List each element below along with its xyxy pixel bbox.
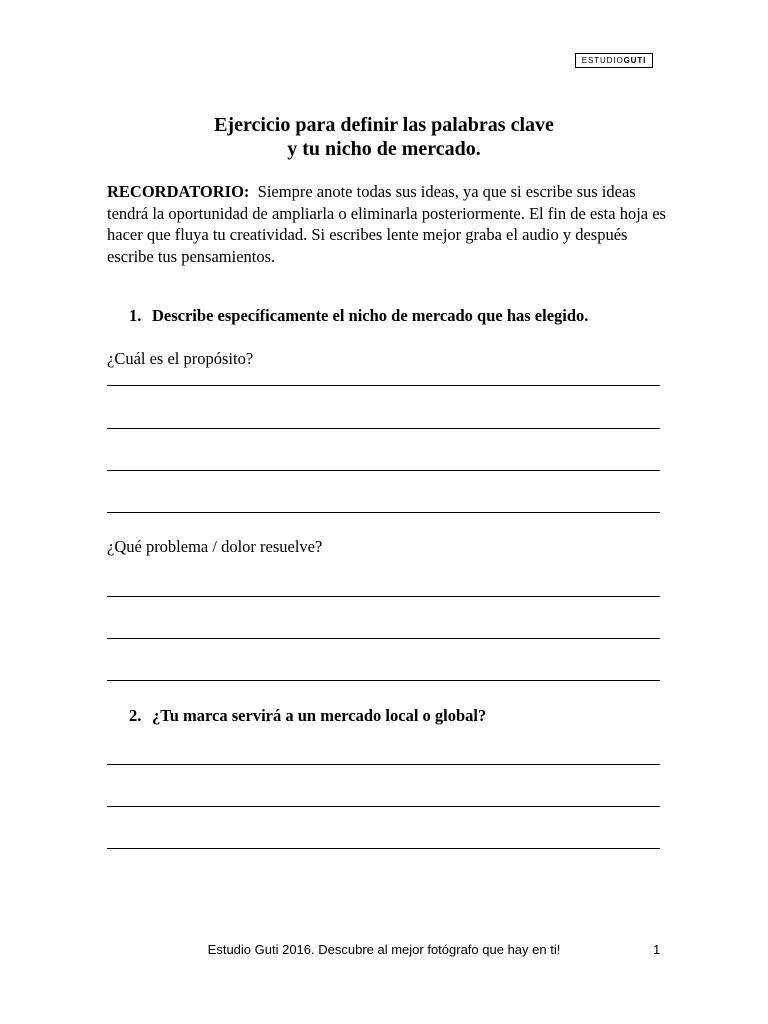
answer-line[interactable] [107,764,660,765]
prompt-purpose: ¿Cuál es el propósito? [107,349,254,368]
reminder-paragraph [107,181,667,267]
reminder-label: RECORDATORIO: [107,182,250,201]
answer-line[interactable] [107,385,660,386]
answer-line[interactable] [107,428,660,429]
footer-text: Estudio Guti 2016. Descubre al mejor fotógrafo que hay en ti! [207,942,561,957]
logo-text-bold: GUTI [623,56,647,65]
question-2 [129,706,486,726]
question-2-text: ¿Tu marca servirá a un mercado local o global? [152,706,487,725]
answer-line[interactable] [107,680,660,681]
answer-line[interactable] [107,470,660,471]
answer-line[interactable] [107,638,660,639]
prompt-problem: ¿Qué problema / dolor resuelve? [107,537,323,556]
answer-line[interactable] [107,512,660,513]
page-title-line-2: y tu nicho de mercado. [287,138,481,160]
answer-line[interactable] [107,806,660,807]
page-number: 1 [653,942,661,957]
answer-line[interactable] [107,596,660,597]
studio-logo [575,53,653,68]
page-title-line-1: Ejercicio para definir las palabras clave [214,114,554,136]
question-1-text: Describe específicamente el nicho de mercado que has elegido. [152,306,589,325]
question-2-number: 2. [129,706,142,725]
logo-text-light: ESTUDIO [581,56,624,65]
question-1 [129,306,588,326]
question-1-number: 1. [129,306,142,325]
answer-line[interactable] [107,848,660,849]
reminder-text: Siempre anote todas sus ideas, ya que si escribe sus ideas tendrá la oportunidad de ampliarla o eliminarla posteriormente. El fin de esta hoja es hacer que fluya tu creatividad. Si escribes lente mejor graba el audio y después escribe tus pensamientos. [107,182,666,266]
